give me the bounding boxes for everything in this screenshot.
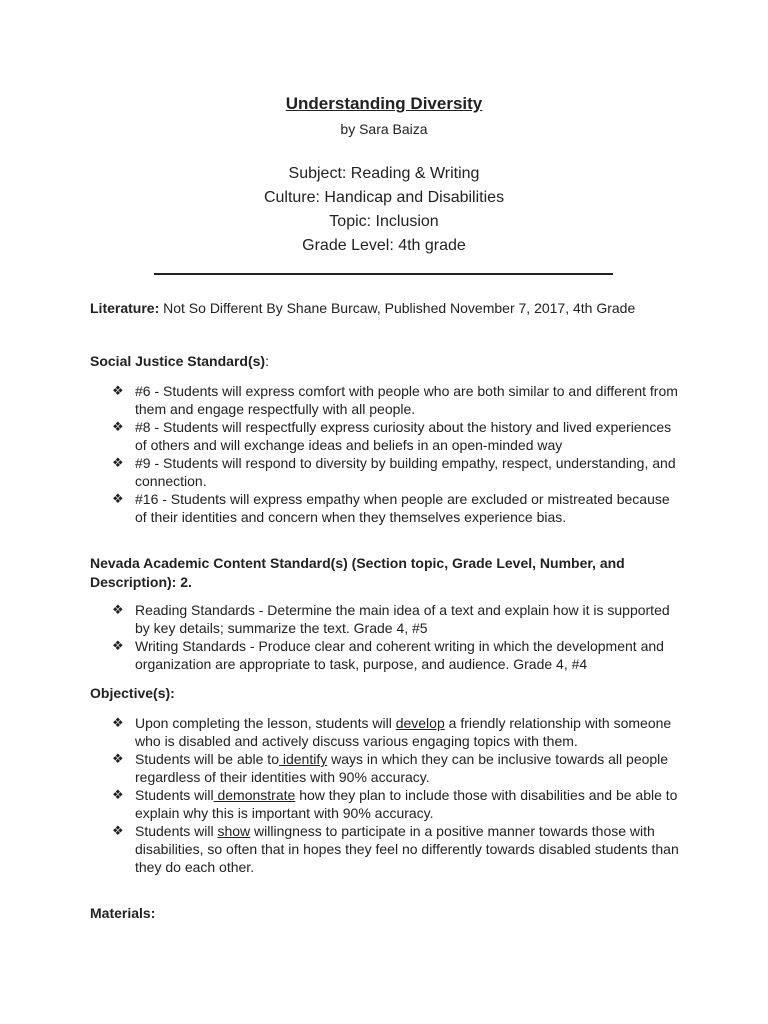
objective-pre: Upon completing the lesson, students will <box>135 715 396 731</box>
list-item-text: #16 - Students will express empathy when people are excluded or mistreated because of their identities and concern when they themselves experience bias. <box>135 491 670 525</box>
document-title: Understanding Diversity <box>285 94 483 113</box>
nevada-list <box>112 601 682 673</box>
objective-post: ways in which they can be inclusive towards all people regardless of their identities with 90% accuracy. <box>135 751 669 785</box>
list-item <box>112 822 682 876</box>
objective-pre: Students will <box>135 823 218 839</box>
nevada-heading: Nevada Academic Content Standard(s) (Section topic, Grade Level, Number, and Description): 2. <box>90 555 625 590</box>
objective-verb: demonstrate <box>213 787 296 803</box>
objective-post: willingness to participate in a positive manner towards those with disabilities, so often that in hopes they feel no differently towards disabled students than they do each other. <box>135 823 679 875</box>
list-item-text: Reading Standards - Determine the main idea of a text and explain how it is supported by key details; summarize the text. Grade 4, #5 <box>135 602 670 636</box>
social-justice-heading-colon: : <box>265 353 269 369</box>
author-line: by Sara Baiza <box>340 121 428 137</box>
objectives-heading: Objective(s): <box>90 685 175 701</box>
objectives-list <box>112 714 682 876</box>
list-item <box>112 786 682 822</box>
diamond-bullet-icon: ❖ <box>112 787 124 802</box>
objective-post: a friendly relationship with someone who is disabled and actively discuss various engaging topics with them. <box>135 715 672 749</box>
objective-verb: develop <box>395 715 445 731</box>
culture-line: Culture: Handicap and Disabilities <box>263 189 505 206</box>
literature-paragraph <box>90 299 660 318</box>
objective-pre: Students will be able to <box>135 751 279 767</box>
list-item <box>112 418 682 454</box>
diamond-bullet-icon: ❖ <box>112 491 124 506</box>
diamond-bullet-icon: ❖ <box>112 715 124 730</box>
topic-line: Topic: Inclusion <box>329 213 439 230</box>
diamond-bullet-icon: ❖ <box>112 383 124 398</box>
materials-heading: Materials: <box>90 905 156 921</box>
social-justice-heading <box>90 352 660 371</box>
list-item <box>112 714 682 750</box>
diamond-bullet-icon: ❖ <box>112 419 124 434</box>
diamond-bullet-icon: ❖ <box>112 823 124 838</box>
objective-verb: identify <box>278 751 328 767</box>
list-item <box>112 637 682 673</box>
list-item-text: #9 - Students will respond to diversity by building empathy, respect, understanding, and connection. <box>135 455 676 489</box>
literature-label: Literature: <box>90 300 160 316</box>
diamond-bullet-icon: ❖ <box>112 751 124 766</box>
divider-rule <box>154 273 613 275</box>
social-justice-heading-text: Social Justice Standard(s) <box>90 353 266 369</box>
diamond-bullet-icon: ❖ <box>112 638 124 653</box>
list-item-text: #6 - Students will express comfort with people who are both similar to and different from them and engage respectfully with all people. <box>135 383 678 417</box>
list-item-text: Writing Standards - Produce clear and coherent writing in which the development and organization are appropriate to task, purpose, and audience. Grade 4, #4 <box>135 638 664 672</box>
list-item <box>112 750 682 786</box>
list-item-text: #8 - Students will respectfully express curiosity about the history and lived experiences of others and will exchange ideas and beliefs in an open-minded way <box>135 419 672 453</box>
diamond-bullet-icon: ❖ <box>112 455 124 470</box>
literature-text: Not So Different By Shane Burcaw, Published November 7, 2017, 4th Grade <box>159 300 636 316</box>
objective-post: how they plan to include those with disabilities and be able to explain why this is important with 90% accuracy. <box>135 787 678 821</box>
list-item <box>112 490 682 526</box>
objective-pre: Students will <box>135 787 214 803</box>
objective-verb: show <box>217 823 251 839</box>
list-item <box>112 454 682 490</box>
lesson-meta <box>0 162 768 258</box>
list-item <box>112 382 682 418</box>
diamond-bullet-icon: ❖ <box>112 602 124 617</box>
list-item <box>112 601 682 637</box>
subject-line: Subject: Reading & Writing <box>288 165 480 182</box>
social-justice-list <box>112 382 682 526</box>
grade-line: Grade Level: 4th grade <box>302 237 466 254</box>
